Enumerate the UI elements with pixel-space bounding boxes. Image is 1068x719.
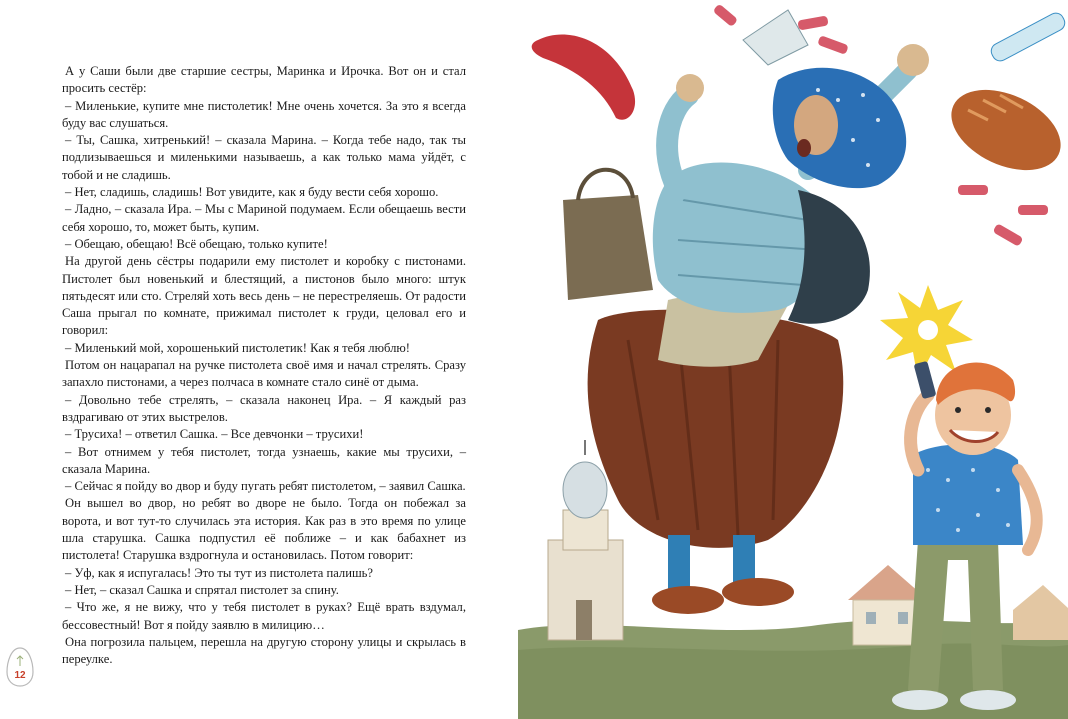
egg-icon <box>5 646 35 688</box>
bottle-icon <box>988 10 1067 63</box>
paragraph: – Миленькие, купите мне пистолетик! Мне очень хочется. За это я всегда буду вас слушаться. <box>62 98 466 130</box>
handbag-icon <box>563 170 653 300</box>
paragraph: – Нет, – сказал Сашка и спрятал пистолет за спину. <box>65 582 339 597</box>
story-text <box>62 63 466 668</box>
paragraph: Она погрозила пальцем, перешла на другую сторону улицы и скрылась в переулке. <box>62 634 466 667</box>
paragraph: – Трусиха! – ответил Сашка. – Все девчонки – трусихи! <box>65 427 364 442</box>
paragraph: – Довольно тебе стрелять, – сказала наконец Ира. – Я каждый раз вздрагиваю от этих выстрелов. <box>62 392 466 424</box>
house <box>1013 585 1068 640</box>
paragraph: – Сейчас я пойду во двор и буду пугать ребят пистолетом, – заявил Сашка. <box>65 479 466 494</box>
illustration <box>518 0 1068 719</box>
paragraph: – Обещаю, обещаю! Всё обещаю, только купите! <box>65 236 328 251</box>
bread-icon <box>939 74 1068 186</box>
paragraph: Потом он нацарапал на ручке пистолета своё имя и начал стрелять. Сразу запахло пистонами, а через полчаса в комнате стало синё от дыма. <box>62 358 466 390</box>
left-page <box>0 0 518 719</box>
illustration-art <box>518 0 1068 719</box>
sausage-icon <box>532 34 635 119</box>
paragraph: Он вышел во двор, но ребят во дворе не было. Тогда он побежал за ворота, и вот тут-то случилась эта история. Как раз в это время по улице шла старушка. Сашка подпустил её поближе – и как бабахнет из пистолета! Старушка вздрогнула и остановилась. Потом говорит: <box>62 496 466 563</box>
paragraph: – Ты, Сашка, хитренький! – сказала Марина. – Когда тебе надо, так ты подлизываешься и миленькими называешь, а как только мама уйдёт, с тобой и не сладишь. <box>62 133 466 182</box>
paragraph: – Вот отнимем у тебя пистолет, тогда узнаешь, какие мы трусихи, – сказала Марина. <box>62 444 466 476</box>
paragraph: – Миленький мой, хорошенький пистолетик! Как я тебя люблю! <box>65 340 410 355</box>
paragraph: – Уф, как я испугалась! Это ты тут из пистолета палишь? <box>65 565 373 580</box>
old-woman <box>588 44 929 614</box>
milk-carton-icon <box>743 10 808 65</box>
paragraph: – Ладно, – сказала Ира. – Мы с Мариной подумаем. Если обещаешь вести себя хорошо, то, может быть, купим. <box>62 202 466 234</box>
paragraph: – Нет, сладишь, сладишь! Вот увидите, как я буду вести себя хорошо. <box>65 185 439 200</box>
paragraph: – Что же, я не вижу, что у тебя пистолет в руках? Ещё врать вздумал, бессовестный! Вот я пойду заявлю в милицию… <box>62 600 466 632</box>
page-number: 12 <box>14 670 26 681</box>
paragraph: А у Саши были две старшие сестры, Маринка и Ирочка. Вот он и стал просить сестёр: <box>62 64 466 96</box>
paragraph: На другой день сёстры подарили ему пистолет и коробку с пистонами. Пистолет был новенький и блестящий, а пистонов было много: штук пятьдесят или сто. Стреляй хоть весь день – не перестреляешь. От радости Саша прыгал по комнате, прижимал пистолет к груди, целовал его и говорил: <box>62 254 466 338</box>
page-number-badge <box>5 646 35 688</box>
